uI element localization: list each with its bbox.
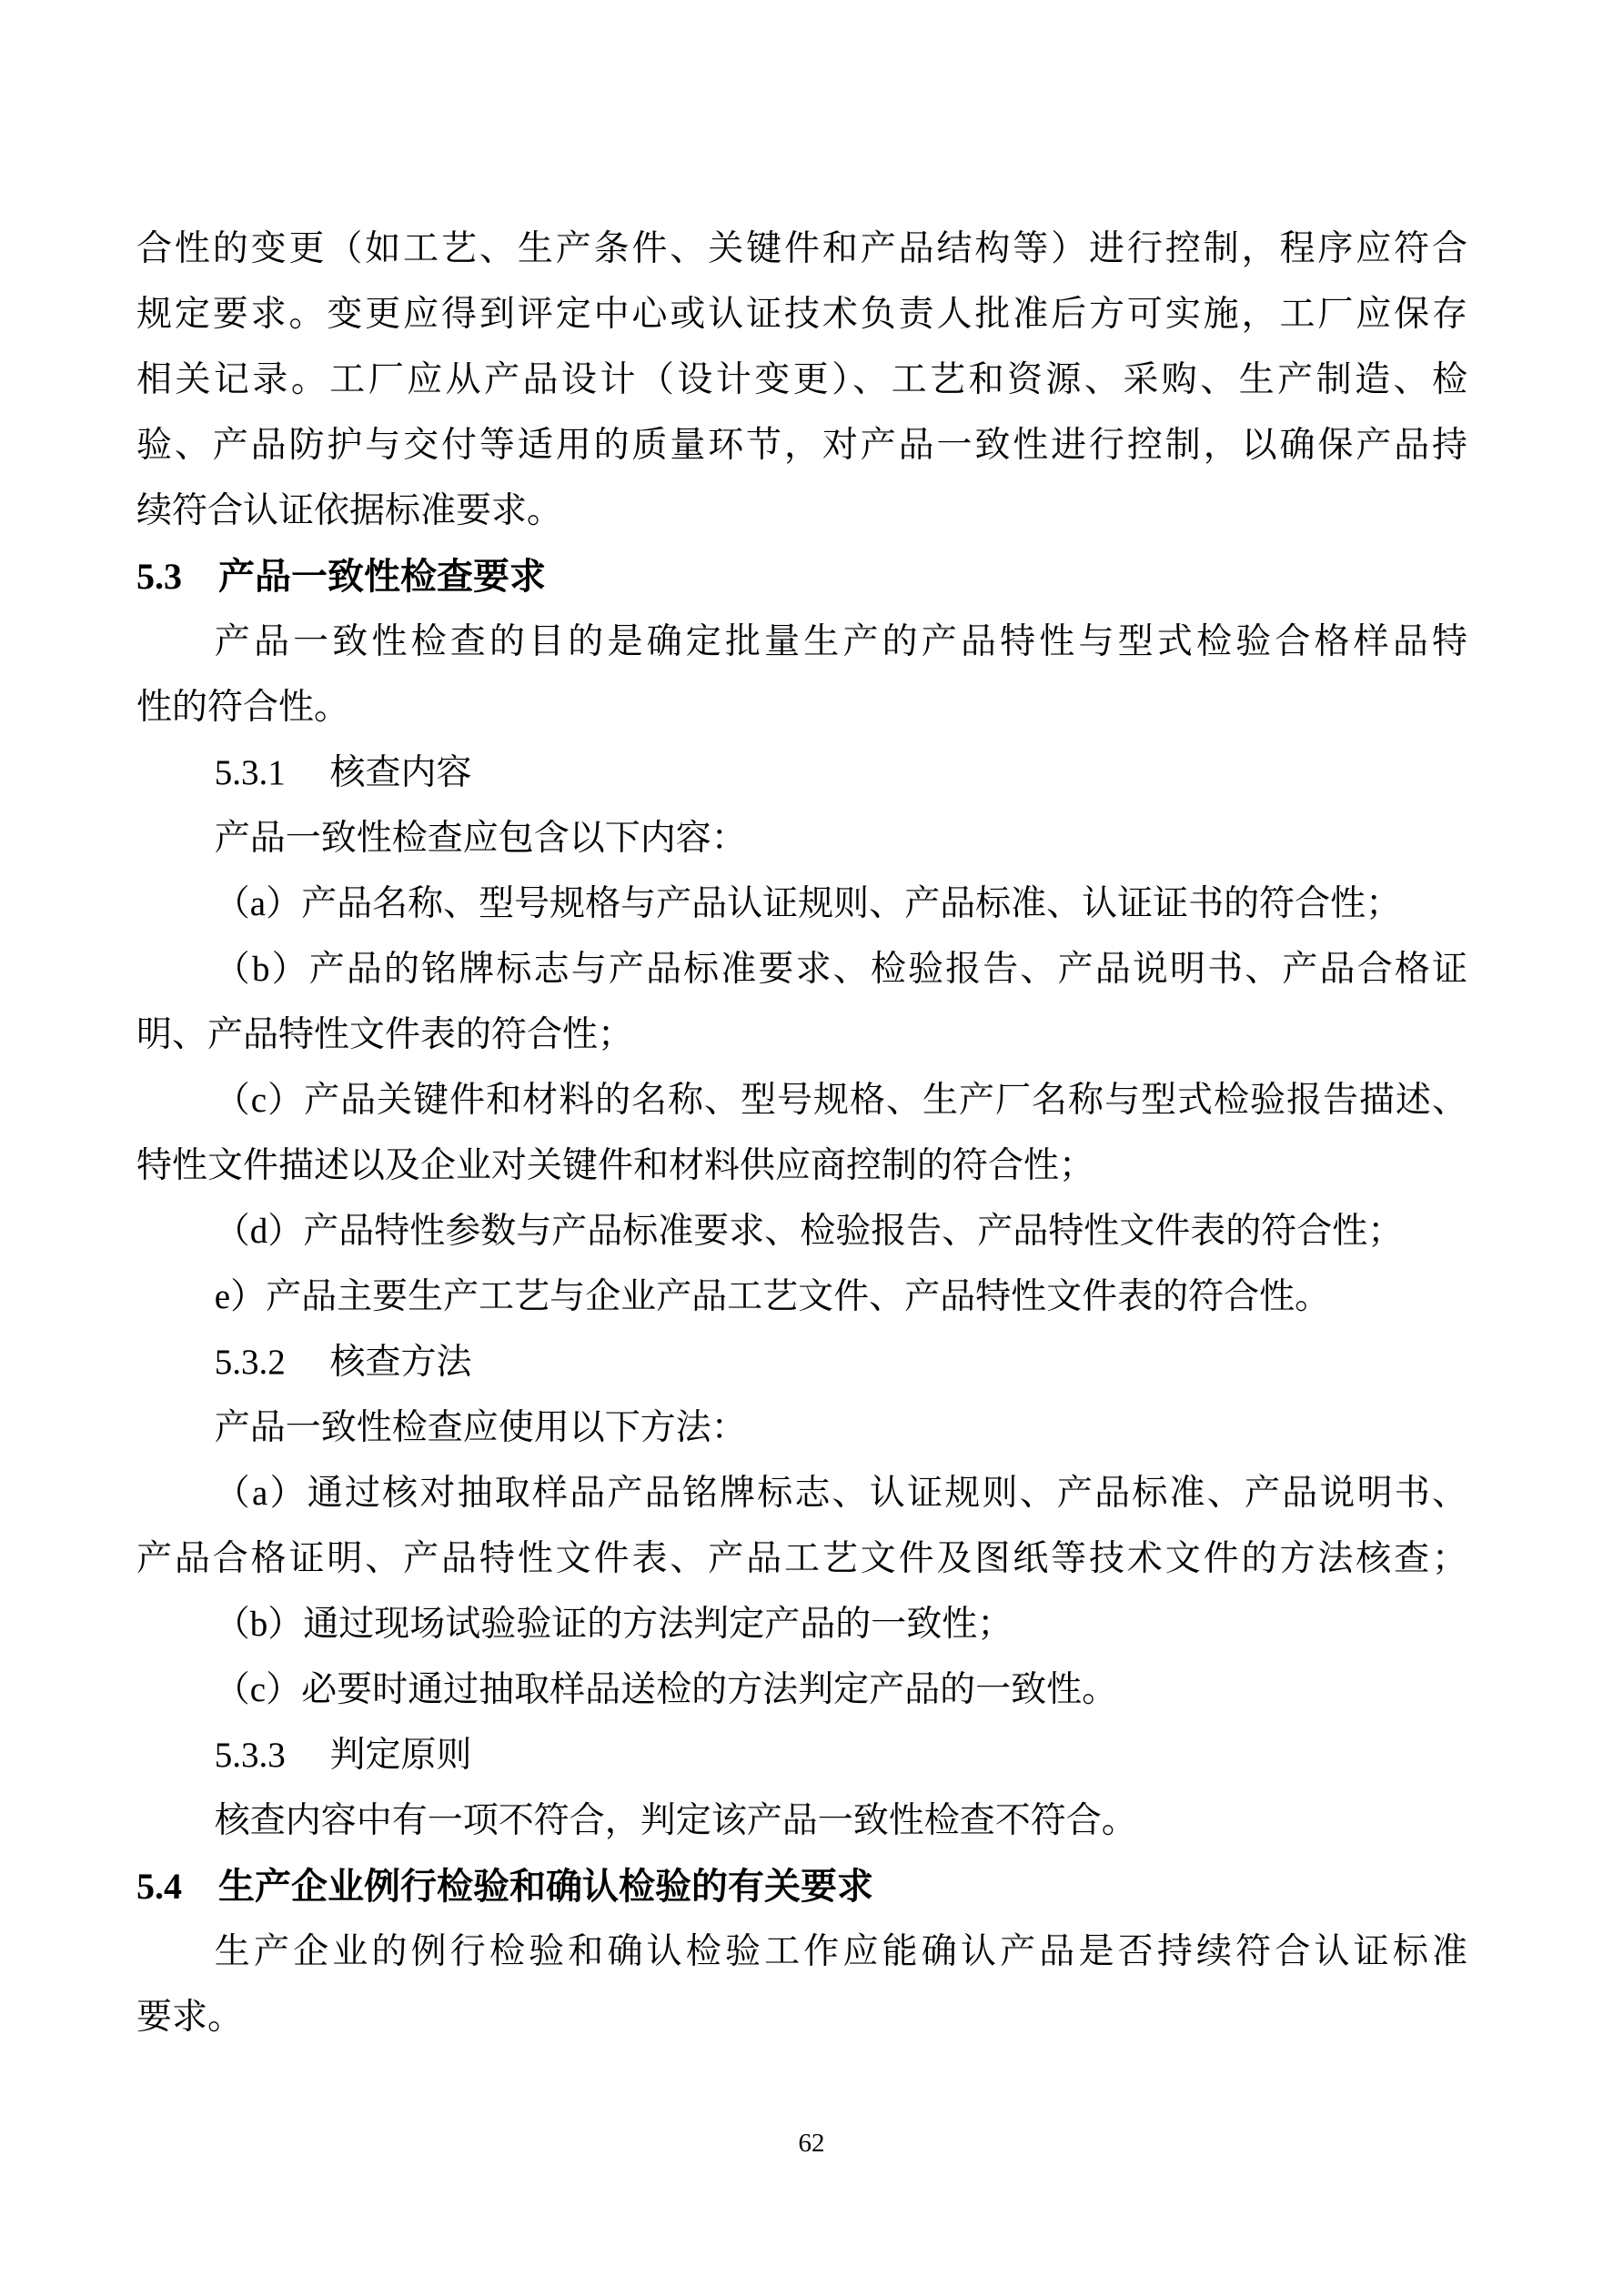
text-line: 5.3.1 核查内容 — [214, 753, 472, 792]
text-line: 续符合认证依据标准要求。 — [136, 491, 563, 530]
text-line: e）产品主要生产工艺与企业产品工艺文件、产品特性文件表的符合性。 — [214, 1277, 1331, 1316]
text-line: 相关记录。工厂应从产品设计（设计变更）、工艺和资源、采购、生产制造、检 — [136, 360, 1467, 399]
text-line: （b）通过现场试验验证的方法判定产品的一致性； — [214, 1605, 1013, 1644]
document-content — [136, 217, 1467, 2050]
page-number: 62 — [798, 2129, 825, 2158]
text-line: 特性文件描述以及企业对关键件和材料供应商控制的符合性； — [136, 1146, 1095, 1185]
text-line: 核查内容中有一项不符合，判定该产品一致性检查不符合。 — [214, 1801, 1137, 1840]
text-line: 产品一致性检查的目的是确定批量生产的产品特性与型式检验合格样品特 — [214, 622, 1467, 661]
text-line: 要求。 — [136, 1998, 244, 2037]
text-line: （a）通过核对抽取样品产品铭牌标志、认证规则、产品标准、产品说明书、 — [214, 1474, 1467, 1513]
section-heading: 5.3 产品一致性检查要求 — [136, 556, 546, 597]
text-line: 生产企业的例行检验和确认检验工作应能确认产品是否持续符合认证标准 — [214, 1932, 1467, 1971]
text-line: 规定要求。变更应得到评定中心或认证技术负责人批准后方可实施，工厂应保存 — [136, 295, 1467, 334]
text-line: （b）产品的铭牌标志与产品标准要求、检验报告、产品说明书、产品合格证 — [214, 950, 1467, 989]
text-line: （a）产品名称、型号规格与产品认证规则、产品标准、认证证书的符合性； — [214, 884, 1402, 923]
text-line: 合性的变更（如工艺、生产条件、关键件和产品结构等）进行控制，程序应符合 — [136, 229, 1467, 268]
text-line: 5.3.2 核查方法 — [214, 1343, 472, 1382]
text-line: 产品一致性检查应包含以下内容： — [214, 819, 747, 858]
section-heading: 5.4 生产企业例行检验和确认检验的有关要求 — [136, 1866, 873, 1907]
text-line: 明、产品特性文件表的符合性； — [136, 1015, 634, 1054]
text-line: 产品合格证明、产品特性文件表、产品工艺文件及图纸等技术文件的方法核查； — [136, 1539, 1467, 1578]
text-line: 5.3.3 判定原则 — [214, 1736, 472, 1775]
text-line: （d）产品特性参数与产品标准要求、检验报告、产品特性文件表的符合性； — [214, 1212, 1404, 1251]
text-line: 性的符合性。 — [136, 688, 350, 727]
text-line: （c）必要时通过抽取样品送检的方法判定产品的一致性。 — [214, 1670, 1118, 1709]
text-line: 验、产品防护与交付等适用的质量环节，对产品一致性进行控制，以确保产品持 — [136, 426, 1467, 465]
text-line: （c）产品关键件和材料的名称、型号规格、生产厂名称与型式检验报告描述、 — [214, 1081, 1467, 1120]
text-line: 产品一致性检查应使用以下方法： — [214, 1408, 747, 1447]
